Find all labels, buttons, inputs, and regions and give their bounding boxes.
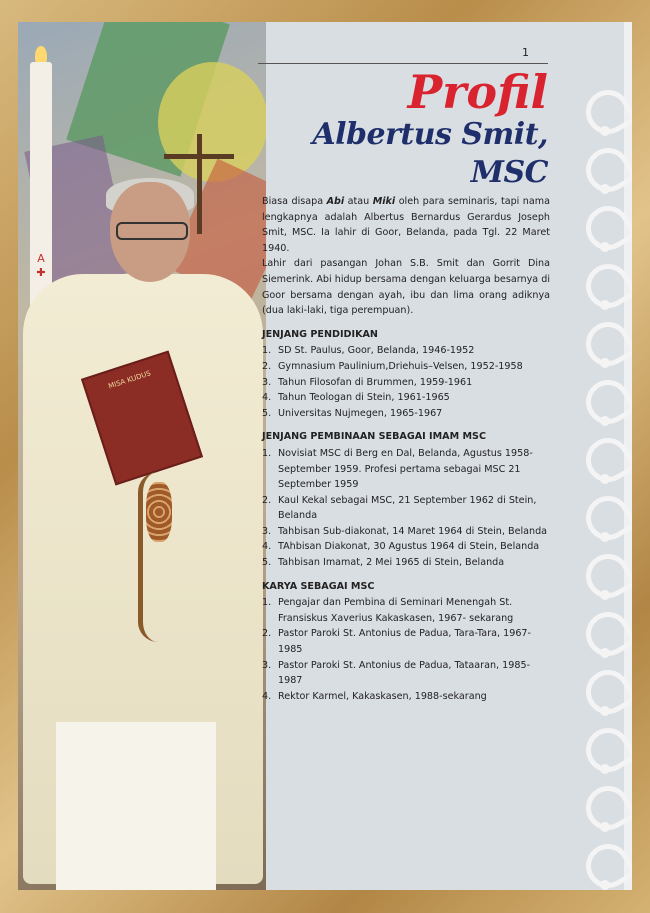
list-item: 3. Pastor Paroki St. Antonius de Padua, Tataaran, 1985-1987 [262,659,531,687]
scroll-ornament-icon [586,430,624,486]
scroll-ornament-icon [586,662,624,718]
glasses-icon [116,222,188,240]
family-paragraph: Lahir dari pasangan Johan S.B. Smit dan Gorrit Dina Siemerink. Abi hidup bersama dengan keluarga besarnya di Goor bersama dengan ayah, ibu dan lima orang adiknya (dua laki-laki, tiga perempuan). [262,258,550,317]
scroll-ornament-icon [586,778,624,834]
education-list [262,343,550,421]
intro-paragraph: Biasa disapa Abi atau Miki oleh para seminaris, tapi nama lengkapnya adalah Albertus Bernardus Gerardus Joseph Smit, MSC. Ia lahir di Goor, Belanda, pada Tgl. 22 Maret 1940. [262,196,550,254]
priest-photo [18,22,266,890]
list-item: 1. Pengajar dan Pembina di Seminari Menengah St. Fransiskus Xaverius Kakaskasen, 1967- sekarang [262,597,514,624]
scroll-ornament-icon [586,720,624,776]
list-item: 1. SD St. Paulus, Goor, Belanda, 1946-1952 [262,345,475,357]
priest-figure [18,182,266,890]
title-name: Albertus Smit, MSC [312,117,548,190]
section-heading: KARYA SEBAGAI MSC [262,580,375,592]
scroll-ornament-icon [586,198,624,254]
scroll-ornament-icon [586,256,624,312]
scroll-ornament-icon [586,836,624,890]
list-item: 4. TAhbisan Diakonat, 30 Agustus 1964 di Stein, Belanda [262,541,540,553]
page-number: 1 [522,46,529,59]
list-item: 3. Tahun Filosofan di Brummen, 1959-1961 [262,376,473,388]
work-list [262,595,550,704]
list-item: 5. Tahbisan Imamat, 2 Mei 1965 di Stein, Belanda [262,557,505,569]
scroll-ornament-icon [586,488,624,544]
list-item: 2. Pastor Paroki St. Antonius de Padua, Tara-Tara, 1967-1985 [262,628,531,656]
scroll-ornament-icon [586,140,624,196]
candle-cross-icon: A ✚ [36,252,46,279]
list-item: 3. Tahbisan Sub-diakonat, 14 Maret 1964 di Stein, Belanda [262,525,548,537]
list-item: 2. Gymnasium Paulinium,Driehuis–Velsen, 1952-1958 [262,360,523,372]
scroll-ornament-icon [586,546,624,602]
scroll-ornament-icon [586,372,624,428]
section-heading: JENJANG PEMBINAAN SEBAGAI IMAM MSC [262,431,486,443]
grapes-embroidery [146,482,172,542]
book-cover-text: MISA KUDUS [107,369,152,391]
scroll-ornament-icon [586,82,624,138]
profile-content [262,194,550,704]
list-item: 2. Kaul Kekal sebagai MSC, 21 September 1962 di Stein, Belanda [262,494,537,522]
scroll-ornament-icon [586,604,624,660]
section-heading: JENJANG PENDIDIKAN [262,328,378,340]
list-item: 4. Tahun Teologan di Stein, 1961-1965 [262,392,450,404]
list-item: 4. Rektor Karmel, Kakaskasen, 1988-sekarang [262,690,487,702]
list-item: 1. Novisiat MSC di Berg en Dal, Belanda, Agustus 1958-September 1959. Profesi pertama sebagai MSC 21 September 1959 [262,447,533,491]
header-rule [258,63,548,64]
title-profil: Profil [407,65,548,119]
scroll-ornament-icon [586,314,624,370]
list-item: 5. Universitas Nujmegen, 1965-1967 [262,407,443,419]
formation-list [262,446,550,571]
ornament-strip [578,22,632,890]
alb [56,722,216,890]
